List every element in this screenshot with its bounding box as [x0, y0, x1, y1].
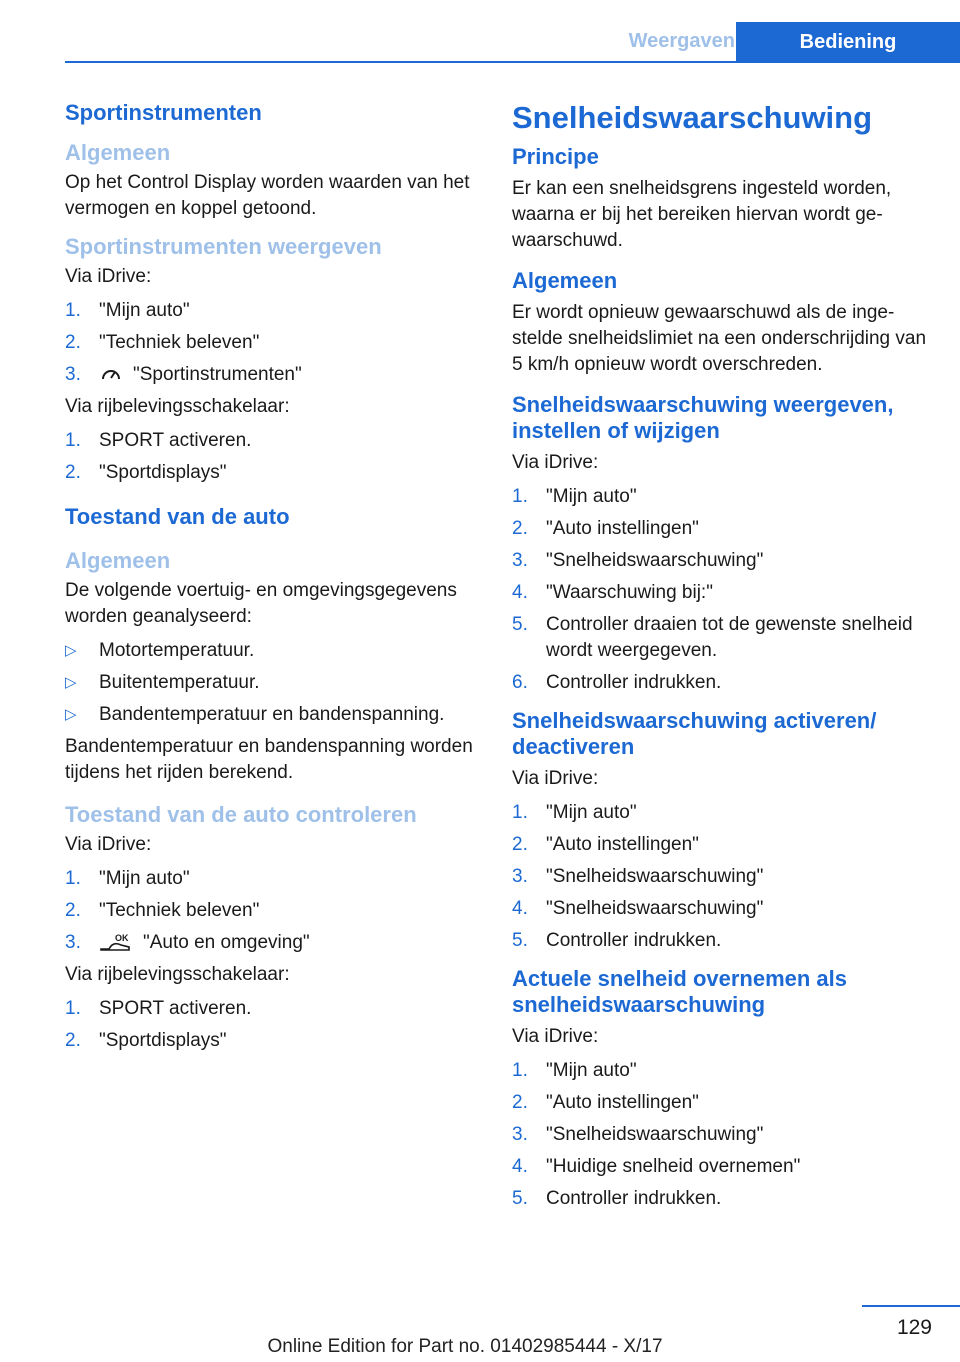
- paragraph: De volgende voertuig- en omgevingsgegevens worden geanalyseerd:: [65, 580, 457, 627]
- left-column: [65, 100, 485, 1060]
- triangle-bullet-icon: ▷: [65, 674, 77, 691]
- list-item: 4. "Huidige snelheid overnemen": [512, 1156, 801, 1177]
- paragraph: Via iDrive:: [512, 1026, 599, 1047]
- list-item: ▷ Bandentemperatuur en bandenspanning.: [65, 702, 485, 728]
- paragraph: Via iDrive:: [512, 452, 599, 473]
- list-item: 2. "Techniek beleven": [65, 900, 260, 921]
- subsection-title-algemeen: Algemeen: [65, 140, 171, 165]
- page-header: [65, 22, 960, 63]
- list-item: 1. "Mijn auto": [65, 300, 190, 321]
- paragraph: Via iDrive:: [512, 768, 599, 789]
- steps-list: [512, 800, 932, 954]
- subsection-title-algemeen: Algemeen: [512, 268, 618, 293]
- tab-bediening: Bediening: [736, 22, 960, 63]
- footer-rule: [862, 1305, 960, 1307]
- paragraph: Via iDrive:: [65, 834, 152, 855]
- paragraph: Via rijbelevingsschakelaar:: [65, 396, 290, 417]
- paragraph: Op het Control Display worden waarden van het vermogen en koppel getoond.: [65, 172, 470, 219]
- list-item: 1. "Mijn auto": [512, 1060, 637, 1081]
- list-item: 2. "Sportdisplays": [65, 462, 227, 483]
- subsection-title-actuele-snelheid: Actuele snelheid overnemen als snelheidswaarschuwing: [512, 966, 848, 1017]
- subsection-title-weergeven: Snelheidswaarschuwing weergeven, instellen of wijzigen: [512, 392, 894, 443]
- paragraph: Er kan een snelheidsgrens ingesteld worden, waarna er bij het bereiken hiervan wordt gewaarschuwd.: [512, 178, 892, 251]
- triangle-bullet-icon: ▷: [65, 642, 77, 659]
- subsection-title-principe: Principe: [512, 144, 599, 169]
- list-item: 2. "Auto instellingen": [512, 1092, 699, 1113]
- page-number: 129: [896, 1316, 932, 1339]
- list-item: 1. SPORT activeren.: [65, 998, 252, 1019]
- steps-list: [65, 866, 485, 956]
- list-item: 3. "Sportinstrumenten": [65, 364, 302, 385]
- list-item: 4. "Snelheidswaarschuwing": [512, 898, 764, 919]
- steps-list: [65, 996, 485, 1054]
- paragraph: Bandentemperatuur en bandenspanning worden tijdens het rijden berekend.: [65, 736, 473, 783]
- triangle-bullet-icon: ▷: [65, 706, 77, 723]
- bullet-list: [65, 638, 485, 728]
- steps-list: [65, 298, 485, 388]
- tab-weergaven: Weergaven: [628, 30, 735, 52]
- list-item: 5. Controller draaien tot de gewenste snelheid wordt weergegeven.: [512, 614, 913, 661]
- list-item: 5. Controller indrukken.: [512, 1188, 722, 1209]
- paragraph: Er wordt opnieuw gewaarschuwd als de ingestelde snelheidslimiet na een onderschrijding van 5 km/h opnieuw wordt overschreden.: [512, 302, 927, 375]
- list-item: 3. "Snelheidswaarschuwing": [512, 550, 764, 571]
- list-item: 1. "Mijn auto": [512, 802, 637, 823]
- subsection-title-activeren: Snelheidswaarschuwing activeren/ deactiveren: [512, 708, 877, 759]
- section-title-sportinstrumenten: Sportinstrumenten: [65, 100, 262, 125]
- list-item: 2. "Techniek beleven": [65, 332, 260, 353]
- header-rule: [65, 61, 960, 63]
- page-title: Snelheidswaarschuwing: [512, 100, 873, 135]
- list-item: ▷ Motortemperatuur.: [65, 638, 485, 664]
- subsection-title-toestand-controleren: Toestand van de auto controleren: [65, 802, 417, 827]
- list-item: 3. OK "Auto en omgeving": [65, 932, 310, 953]
- svg-text:OK: OK: [115, 932, 129, 943]
- right-column: [512, 100, 932, 1218]
- steps-list: [512, 484, 932, 696]
- list-item: 2. "Sportdisplays": [65, 1030, 227, 1051]
- gauge-icon: [99, 365, 123, 385]
- list-item: ▷ Buitentemperatuur.: [65, 670, 485, 696]
- list-item: 1. SPORT activeren.: [65, 430, 252, 451]
- list-item: 4. "Waarschuwing bij:": [512, 582, 713, 603]
- paragraph: Via rijbelevingsschakelaar:: [65, 964, 290, 985]
- list-item: 2. "Auto instellingen": [512, 518, 699, 539]
- list-item: 5. Controller indrukken.: [512, 930, 722, 951]
- paragraph: Via iDrive:: [65, 266, 152, 287]
- list-item: 1. "Mijn auto": [512, 486, 637, 507]
- car-ok-icon: [99, 933, 133, 953]
- list-item: 3. "Snelheidswaarschuwing": [512, 866, 764, 887]
- section-title-toestand: Toestand van de auto: [65, 504, 290, 529]
- steps-list: [512, 1058, 932, 1212]
- list-item: 1. "Mijn auto": [65, 868, 190, 889]
- list-item: 3. "Snelheidswaarschuwing": [512, 1124, 764, 1145]
- edition-footer: Online Edition for Part no. 01402985444 - X/17: [267, 1336, 663, 1357]
- list-item: 6. Controller indrukken.: [512, 672, 722, 693]
- steps-list: [65, 428, 485, 486]
- subsection-title-sport-weergeven: Sportinstrumenten weergeven: [65, 234, 382, 259]
- list-item: 2. "Auto instellingen": [512, 834, 699, 855]
- subsection-title-algemeen: Algemeen: [65, 548, 171, 573]
